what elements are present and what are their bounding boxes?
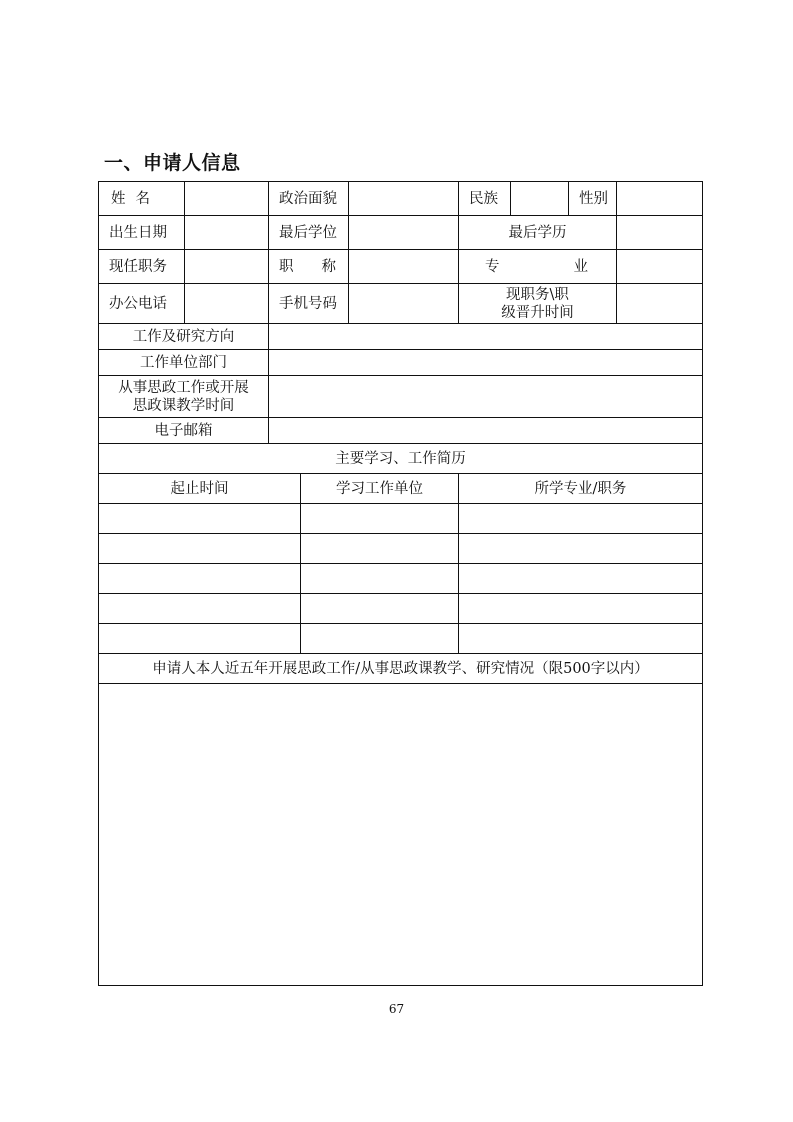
resume-row — [99, 504, 703, 534]
degree-field[interactable] — [349, 216, 459, 250]
education-field[interactable] — [617, 216, 703, 250]
promotion-label: 现职务\职 级晋升时间 — [459, 284, 617, 324]
birth-label: 出生日期 — [99, 216, 185, 250]
resume-major-cell[interactable] — [459, 504, 703, 534]
ideological-time-field[interactable] — [269, 376, 703, 418]
major-field[interactable] — [617, 250, 703, 284]
resume-period-cell[interactable] — [99, 594, 301, 624]
resume-header-major: 所学专业/职务 — [459, 474, 703, 504]
resume-row — [99, 564, 703, 594]
major-label: 专 业 — [459, 250, 617, 284]
resume-period-cell[interactable] — [99, 534, 301, 564]
resume-period-cell[interactable] — [99, 504, 301, 534]
resume-major-cell[interactable] — [459, 534, 703, 564]
resume-major-cell[interactable] — [459, 624, 703, 654]
resume-row — [99, 534, 703, 564]
resume-major-cell[interactable] — [459, 594, 703, 624]
mobile-field[interactable] — [349, 284, 459, 324]
position-label: 现任职务 — [99, 250, 185, 284]
resume-period-cell[interactable] — [99, 624, 301, 654]
resume-header-unit: 学习工作单位 — [301, 474, 459, 504]
education-label: 最后学历 — [459, 216, 617, 250]
resume-unit-cell[interactable] — [301, 624, 459, 654]
resume-period-cell[interactable] — [99, 564, 301, 594]
political-label: 政治面貌 — [269, 182, 349, 216]
resume-unit-cell[interactable] — [301, 564, 459, 594]
name-field[interactable] — [185, 182, 269, 216]
resume-title: 主要学习、工作简历 — [99, 444, 703, 474]
resume-row — [99, 594, 703, 624]
ethnicity-label: 民族 — [459, 182, 511, 216]
gender-label: 性别 — [569, 182, 617, 216]
political-field[interactable] — [349, 182, 459, 216]
title-field[interactable] — [349, 250, 459, 284]
gender-field[interactable] — [617, 182, 703, 216]
resume-unit-cell[interactable] — [301, 504, 459, 534]
summary-title: 申请人本人近五年开展思政工作/从事思政课教学、研究情况（限500字以内） — [99, 654, 703, 684]
resume-unit-cell[interactable] — [301, 534, 459, 564]
department-label: 工作单位部门 — [99, 350, 269, 376]
office-phone-field[interactable] — [185, 284, 269, 324]
page-number: 67 — [388, 1002, 405, 1016]
department-field[interactable] — [269, 350, 703, 376]
applicant-info-table — [98, 181, 703, 986]
birth-field[interactable] — [185, 216, 269, 250]
research-label: 工作及研究方向 — [99, 324, 269, 350]
ideological-time-label: 从事思政工作或开展 思政课教学时间 — [99, 376, 269, 418]
summary-field[interactable] — [99, 684, 703, 986]
ethnicity-field[interactable] — [511, 182, 569, 216]
email-field[interactable] — [269, 418, 703, 444]
section-heading: 一、申请人信息 — [104, 152, 241, 174]
position-field[interactable] — [185, 250, 269, 284]
resume-major-cell[interactable] — [459, 564, 703, 594]
name-label: 姓 名 — [99, 182, 185, 216]
resume-header-period: 起止时间 — [99, 474, 301, 504]
degree-label: 最后学位 — [269, 216, 349, 250]
resume-row — [99, 624, 703, 654]
research-field[interactable] — [269, 324, 703, 350]
promotion-field[interactable] — [617, 284, 703, 324]
resume-unit-cell[interactable] — [301, 594, 459, 624]
office-phone-label: 办公电话 — [99, 284, 185, 324]
email-label: 电子邮箱 — [99, 418, 269, 444]
title-label: 职 称 — [269, 250, 349, 284]
mobile-label: 手机号码 — [269, 284, 349, 324]
